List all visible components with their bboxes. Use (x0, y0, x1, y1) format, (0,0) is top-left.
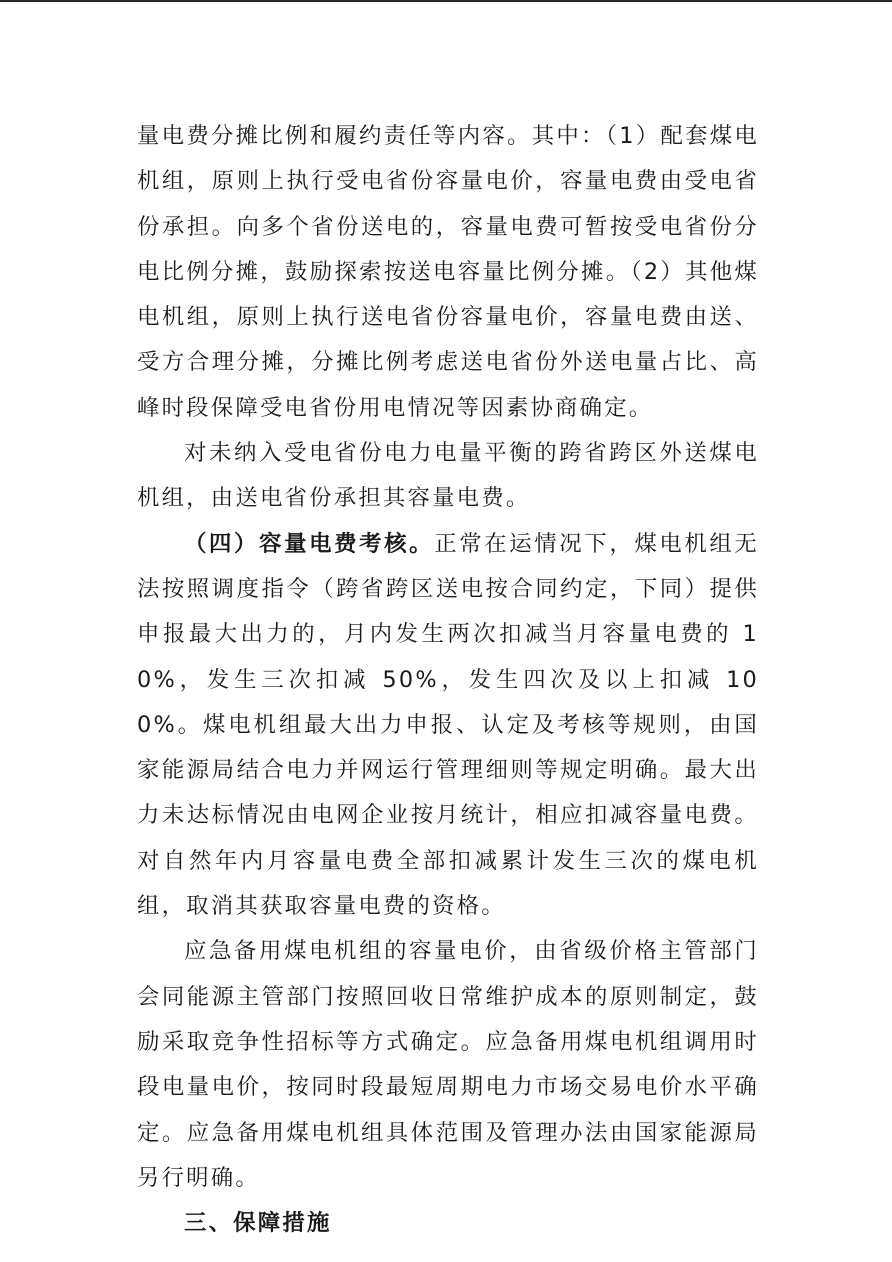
top-border-rule (0, 0, 892, 2)
paragraph-capacity-fee-allocation: 量电费分摊比例和履约责任等内容。其中：（1）配套煤电机组，原则上执行受电省份容量电价，容量电费由受电省份承担。向多个省份送电的，容量电费可暂按受电省份分电比例分摊，鼓励探索按送电容量比例分摊。（2）其他煤电机组，原则上执行送电省份容量电价，容量电费由送、受方合理分摊，分摊比例考虑送电省份外送电量占比、高峰时段保障受电省份用电情况等因素协商确定。 (137, 123, 759, 421)
paragraph-emergency-backup-units: 应急备用煤电机组的容量电价，由省级价格主管部门会同能源主管部门按照回收日常维护成本的原则制定，鼓励采取竞争性招标等方式确定。应急备用煤电机组调用时段电量电价，按同时段最短周期电力市场交易电价水平确定。应急备用煤电机组具体范围及管理办法由国家能源局另行明确。 (137, 938, 759, 1191)
section-3-heading: 三、保障措施 (184, 1210, 332, 1237)
section-4-body: 正常在运情况下，煤电机组无法按照调度指令（跨省跨区送电按合同约定，下同）提供申报最大出力的，月内发生两次扣减当月容量电费的 10%，发生三次扣减 50%，发生四次及以上扣减 100%。煤电机组最大出力申报、认定及考核等规则，由国家能源局结合电力并网运行管理细则等规定明确。最大出力未达标情况由电网企业按月统计，相应扣减容量电费。对自然年内月容量电费全部扣减累计发生三次的煤电机组，取消其获取容量电费的资格。 (137, 530, 759, 920)
paragraph-capacity-fee-assessment (137, 522, 759, 930)
section-4-heading: （四）容量电费考核。 (184, 530, 435, 557)
document-page (137, 114, 759, 1246)
paragraph-non-balanced-units: 对未纳入受电省份电力电量平衡的跨省跨区外送煤电机组，由送电省份承担其容量电费。 (137, 440, 759, 512)
